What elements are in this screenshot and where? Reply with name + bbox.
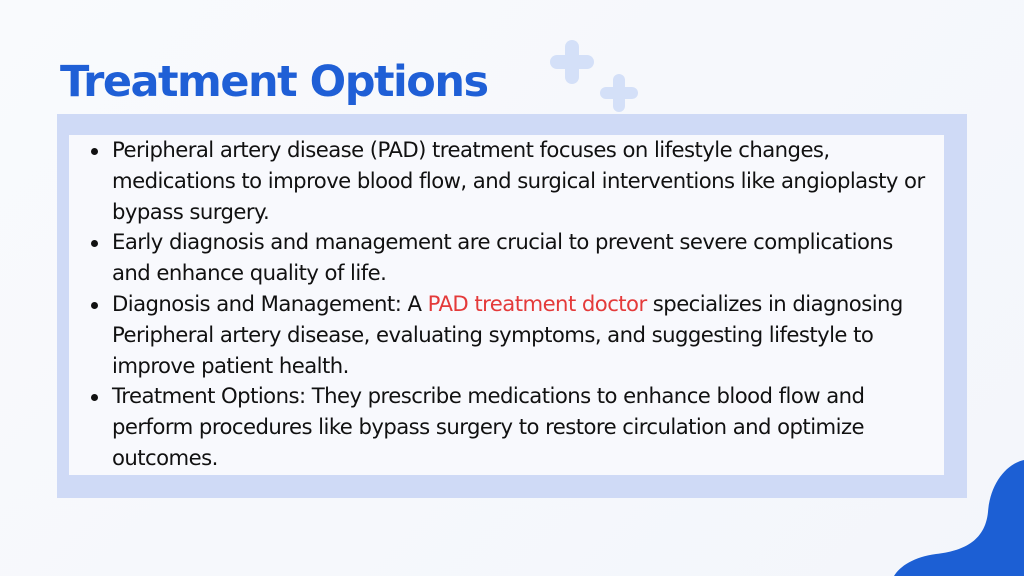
bullet-item-pad-treatment: Peripheral artery disease (PAD) treatment focuses on lifestyle changes, medications to improve blood flow, and surgical interventions like angioplasty or bypass surgery. [91,135,937,227]
plus-icon [540,30,650,120]
bullet-item-diagnosis-management [91,289,937,381]
bullet-list [91,135,937,474]
bullet-text-lead: Diagnosis and Management: A [112,290,428,316]
content-panel [57,114,967,498]
bullet-text-trail: specializes in diagnosing Peripheral artery disease, evaluating symptoms, and suggesting lifestyle to improve patient health. [112,290,903,378]
wave-shape [894,456,1024,576]
page-title: Treatment Options [60,57,488,107]
bullet-item-treatment-options: Treatment Options: They prescribe medications to enhance blood flow and perform procedures like bypass surgery to restore circulation and optimize outcomes. [91,381,937,473]
bullet-item-early-diagnosis: Early diagnosis and management are crucial to prevent severe complications and enhance quality of life. [91,227,937,289]
content-panel-inner [69,135,944,475]
pad-treatment-doctor-link[interactable]: PAD treatment doctor [427,290,647,316]
